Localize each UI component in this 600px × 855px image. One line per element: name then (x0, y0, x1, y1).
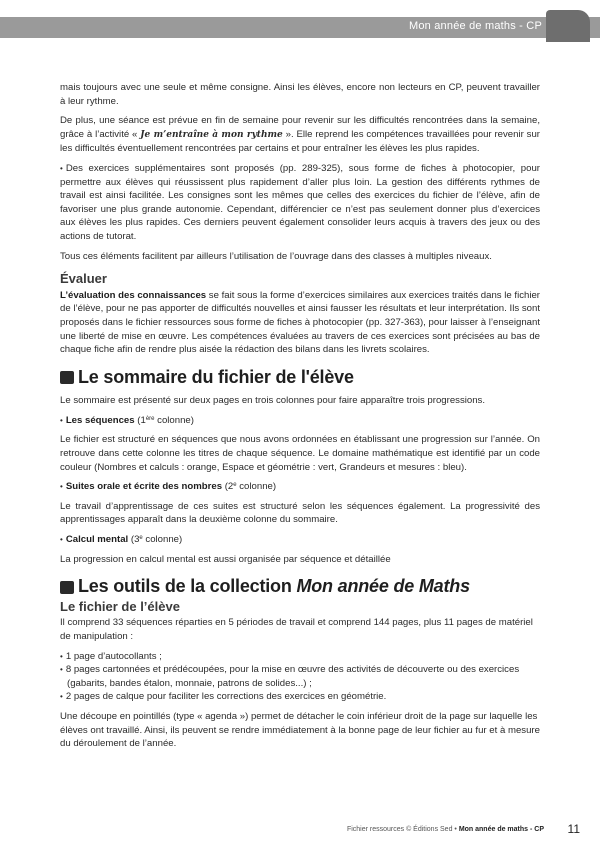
list-item: • 8 pages cartonnées et prédécoupées, pour la mise en œuvre des activités de découverte ou des exercices (gabarits, bandes étalon, monnaie, patrons de solides...) ; (60, 664, 520, 689)
bullet-icon: • (60, 482, 63, 492)
paragraph: Le sommaire est présenté sur deux pages en trois colonnes pour faire apparaître trois progressions. (60, 395, 486, 407)
paragraph: De plus, une séance est prévue en fin de semaine pour revenir sur les difficultés rencontrées dans la semaine, grâce à l’activité « Je m’entraîne à mon rythme ». Elle reprend les compétences travaillées pour revenir sur les difficultés éventuellement rencontrées par certains et pour entraîner les élèves les plus rapides. (60, 115, 541, 155)
section-title: Les outils de la collection Mon année de Maths (60, 580, 540, 594)
section-title: Le sommaire du fichier de l'élève (60, 371, 540, 385)
section-heading: Le fichier de l’élève (60, 598, 180, 614)
paragraph: Il comprend 33 séquences réparties en 5 périodes de travail et comprend 144 pages, plus 11 pages de matériel de manipulation : (60, 617, 533, 642)
paragraph: mais toujours avec une seule et même consigne. Ainsi les élèves, encore non lecteurs en CP, peuvent travailler à leur rythme. (60, 82, 540, 107)
list-item: • 2 pages de calque pour faciliter les corrections des exercices en géométrie. (60, 691, 387, 703)
footer-credit: Fichier ressources © Éditions Sed • Mon année de maths - CP (346, 826, 544, 833)
paragraph: Une découpe en pointillés (type « agenda ») permet de détacher le coin inférieur droit de la page sur laquelle les élèves ont travaillé. Ainsi, ils peuvent se rendre immédiatement à la bonne page de leur fichier au fur et à mesure du déroulement de l’année. (60, 710, 540, 750)
square-bullet-icon (60, 371, 74, 384)
bullet-icon: • (60, 415, 63, 425)
page-content (60, 81, 540, 757)
bullet-icon: • (60, 665, 63, 675)
list-item: • Calcul mental (3e colonne) (60, 534, 183, 546)
header-tab (546, 10, 590, 42)
list-item: • 1 page d’autocollants ; (60, 650, 162, 662)
paragraph: L’évaluation des connaissances se fait sous la forme d’exercices similaires aux exercices traités dans le fichier de l’élève, pour ne pas apporter de difficultés nouvelles et ainsi fausser les résultats et leur interprétation. Ils sont proposés dans le fichier ressources sous forme de fiches à photocopier (pp. 327-363), pour laisser à l’enseignant une liberté de mise en œuvre. Les compétences évaluées au travers de ces exercices sont précisées au bas de chaque fiche afin de rendre plus aisée la rédaction des bilans dans les livrets scolaires. (60, 289, 540, 356)
paragraph: • Des exercices supplémentaires sont proposés (pp. 289-325), sous forme de fiches à photocopier, pour permettre aux élèves qui réussissent plus rapidement d’aller plus loin. La gestion des différents rythmes de travail est ainsi facilitée. Les consignes sont les mêmes que celles des exercices du fichier de l’élève, afin de favoriser une plus grande autonomie. Cependant, différencier ce n’est pas seulement donner plus d’exercices aux élèves les plus rapides. Ces derniers peuvent également consolider leurs acquis à travers des jeux ou des actions de tutorat. (60, 162, 540, 242)
paragraph: La progression en calcul mental est aussi organisée par séquence et détaillée (60, 553, 391, 565)
bullet-icon: • (60, 163, 63, 173)
square-bullet-icon (60, 581, 74, 594)
bullet-list (60, 650, 540, 704)
header-title: Mon année de maths - CP (408, 20, 542, 32)
bullet-icon: • (60, 651, 63, 661)
paragraph: Le fichier est structuré en séquences que nous avons ordonnées en établissant une progression sur l’année. On retrouve dans cette colonne les titres de chaque séquence. Le domaine mathématique est identifié par un code couleur (Nombres et calculs : orange, Espace et géométrie : vert, Grandeurs et mesures : bleu). (60, 434, 540, 473)
bullet-icon: • (60, 692, 63, 702)
bullet-icon: • (60, 535, 63, 545)
activity-name: Je m’entraîne à mon rythme (140, 129, 283, 140)
section-heading: Évaluer (60, 271, 107, 287)
list-item: • Les séquences (1ère colonne) (60, 414, 194, 426)
page-number: 11 (567, 822, 580, 836)
list-item: • Suites orale et écrite des nombres (2e colonne) (60, 481, 277, 493)
paragraph: Tous ces éléments facilitent par ailleurs l’utilisation de l’ouvrage dans des classes à multiples niveaux. (60, 250, 492, 262)
paragraph: Le travail d’apprentissage de ces suites est structuré selon les séquences également. La progressivité des apprentissages apparaît dans la deuxième colonne du sommaire. (60, 500, 540, 526)
